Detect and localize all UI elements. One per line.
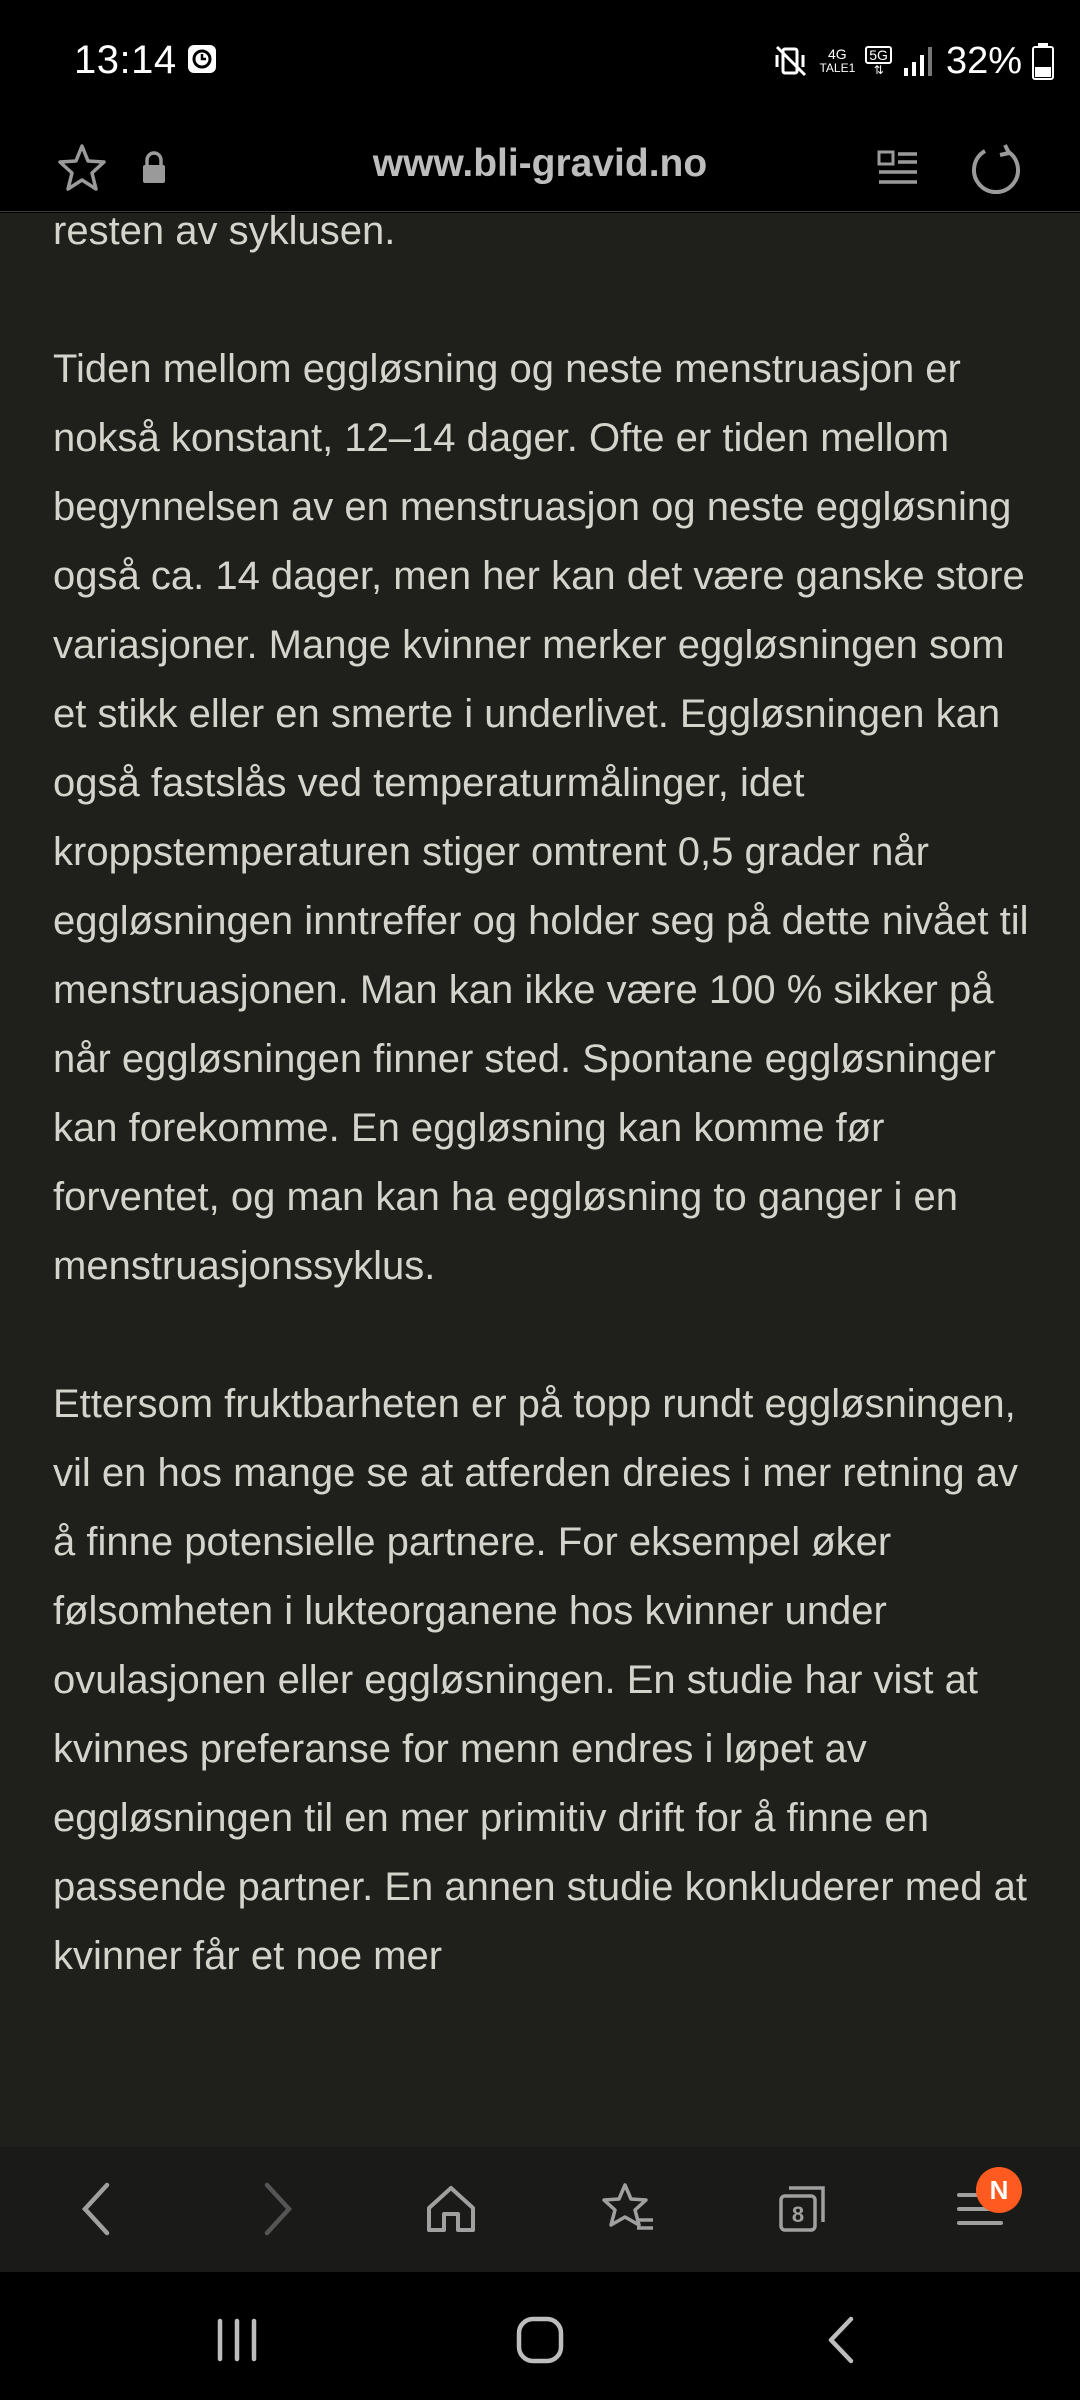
article-body — [53, 213, 1043, 2060]
bookmarks-icon — [599, 2180, 657, 2238]
tabs-icon — [775, 2182, 829, 2236]
reload-button[interactable] — [964, 138, 1028, 202]
article-paragraph: Tiden mellom eggløsning og neste menstruasjon er nokså konstant, 12–14 dager. Ofte er tiden mellom begynnelsen av en menstruasjon og neste eggløsning også ca. 14 dager, men her kan det være ganske store variasjoner. Mange kvinner merker eggløsningen som et stikk eller en smerte i underlivet. Eggløsningen kan også fastslås ved temperaturmålinger, idet kroppstemperaturen stiger omtrent 0,5 grader når eggløsningen inntreffer og holder seg på dette nivået til menstruasjonen. Man kan ikke være 100 % sikker på når eggløsningen finner sted. Spontane eggløsninger kan forekomme. En eggløsning kan komme før forventet, og man kan ha eggløsning to ganger i en menstruasjonssyklus. — [53, 347, 1029, 1288]
web-page-content[interactable] — [0, 213, 1080, 2147]
recent-apps-icon — [212, 2317, 262, 2363]
reader-mode-icon — [876, 146, 920, 190]
back-arrow-icon — [823, 2315, 859, 2365]
browser-bottom-toolbar — [0, 2147, 1080, 2272]
home-button[interactable] — [411, 2169, 491, 2249]
system-navigation-bar — [0, 2272, 1080, 2400]
recent-apps-button[interactable] — [192, 2300, 282, 2380]
alarm-icon — [187, 44, 217, 74]
back-button[interactable] — [57, 2169, 137, 2249]
mute-vibrate-icon — [773, 43, 809, 79]
menu-notification-badge: N — [976, 2167, 1022, 2213]
article-partial-line: resten av syklusen. — [53, 213, 396, 253]
browser-address-bar — [0, 120, 1080, 212]
network-5g-indicator: 5G ⇅ — [865, 46, 892, 76]
chevron-left-icon — [77, 2181, 117, 2237]
tabs-button[interactable] — [762, 2169, 842, 2249]
chevron-right-icon — [257, 2181, 297, 2237]
status-bar — [0, 0, 1080, 120]
bookmarks-button[interactable] — [588, 2169, 668, 2249]
forward-button[interactable] — [237, 2169, 317, 2249]
url-text[interactable]: www.bli-gravid.no — [372, 142, 708, 185]
system-home-button[interactable] — [495, 2300, 585, 2380]
status-icons — [773, 36, 1054, 86]
article-paragraph: Ettersom fruktbarheten er på topp rundt eggløsningen, vil en hos mange se at atferden dreies i mer retning av å finne potensielle partnere. For eksempel øker følsomheten i lukteorganene hos kvinner under ovulasjonen eller eggløsningen. En studie har vist at kvinnes preferanse for menn endres i løpet av eggløsningen til en mer primitiv drift for å finne en passende partner. En annen studie konkluderer med at kvinner får et noe mer — [53, 1382, 1027, 1978]
tab-count: 8 — [791, 2202, 805, 2227]
system-back-button[interactable] — [796, 2300, 886, 2380]
home-icon — [424, 2182, 478, 2236]
reader-mode-button[interactable] — [870, 140, 926, 196]
system-home-icon — [515, 2315, 565, 2365]
battery-icon — [1032, 42, 1054, 80]
battery-percent: 32% — [945, 39, 1022, 82]
status-time: 13:14 — [74, 38, 177, 82]
signal-icon — [902, 44, 936, 78]
network-4g-indicator: 4G TALE1 — [819, 46, 856, 75]
reload-icon — [969, 143, 1023, 197]
